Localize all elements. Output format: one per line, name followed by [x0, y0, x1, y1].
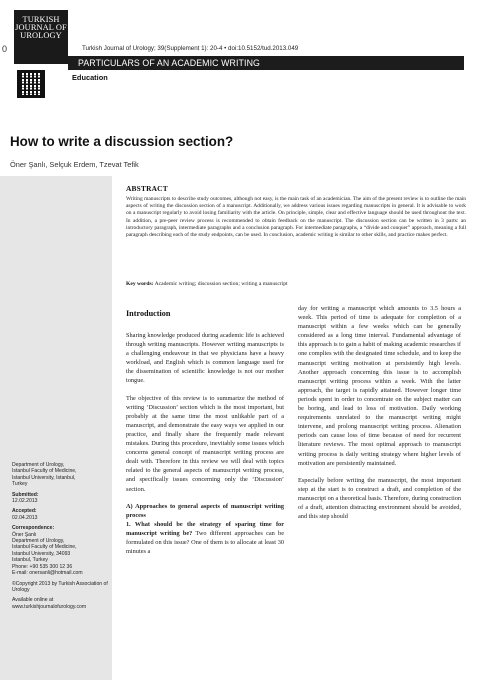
correspondence-line: Department of Urology,	[12, 538, 65, 545]
section-heading: A) Approaches to general aspects of manuscript writing process	[126, 502, 284, 519]
correspondence-line: Istanbul Faculty of Medicine,	[12, 544, 77, 551]
affiliation-line: Turkey	[12, 481, 28, 488]
section-category: Education	[72, 73, 108, 82]
logo-line-3: UROLOGY	[20, 31, 62, 40]
journal-logo	[14, 10, 68, 64]
affiliation-line: Istanbul Faculty of Medicine,	[12, 468, 77, 475]
accepted-label: Accepted:	[12, 508, 37, 515]
correspondence-line: Öner Şanlı	[12, 531, 37, 538]
question-paragraph	[126, 520, 284, 556]
affiliation-line: Istanbul University, Istanbul,	[12, 474, 76, 481]
available-online-label: Available online at	[12, 597, 54, 604]
copyright-notice: ©Copyright 2013 by Turkish Association of Urology	[12, 580, 108, 593]
logo-line-2: JOURNAL OF	[15, 23, 67, 32]
body-column-left	[126, 331, 284, 556]
paragraph: The objective of this review is to summarize the method of writing ‘Discussion’ section which is the most important, but probably at the same time the most unlikable part of a manuscript, and demonstrate the easy ways we applied in our practice, and finally share the frequently made relevant mistakes. During this procedure, inevitably some issues which concerns general concept of manuscript writing process are dealt with. Therefore in this review we will deal with topics related to the general aspects of manuscript writing process, and specifically issues concerning only the ‘Discussion’ section.	[126, 394, 284, 493]
paragraph: Sharing knowledge produced during academic life is achieved through writing manuscripts. However writing manuscripts is a challenging endeavour in that we physicians have a heavy workload, and English which is common language used for the dissemination of scientific knowledge is not our mother tongue.	[126, 332, 284, 385]
paragraph: day for writing a manuscript which amounts to 3.5 hours a week. This period of time is adequate for completion of a manuscript within a few weeks which can be generally considered as a long time interval. Fundamental advantage of this approach is to gain a habit of making academic researches if one complies with the designated time schedule, and to keep the manuscript writing motivation at persistently high levels. Another approach concerning this issue is to accomplish manuscript writing process within a week. With the latter approach, the target is rapidly attained. However longer time periods spent in order to concentrate on the subject matter can be boring, and lead to loss of motivation. Daily working requirements unrelated to the manuscript writing might intervene, and prolong manuscript writing process. Alienation periods can cause loss of time because of need for recurrent literature reviews. The most optimal approach to manuscript writing process is daily writing strategy where higher levels of motivation are persistently maintained.	[298, 305, 461, 467]
introduction-heading: Introduction	[126, 309, 171, 318]
question-text: Two different approaches can be formulated on this issue? One of them is to allocate at least 30 minutes a	[126, 529, 284, 556]
question-heading: 1. What should be the strategy of sparing time for manuscript writing be?	[126, 520, 284, 537]
sidebar-metadata	[12, 462, 108, 610]
article-authors: Öner Şanlı, Selçuk Erdem, Tzevat Tefik	[10, 160, 139, 169]
journal-url-link[interactable]: www.turkishjournalofurology.com	[12, 603, 87, 610]
accepted-date: 02.04.2013	[12, 514, 38, 521]
correspondence-line: Phone: +90 535 300 12 36	[12, 563, 73, 570]
keywords-list: Academic writing; discussion section; writing a manuscript	[154, 281, 288, 287]
logo-line-1: TURKISH	[22, 15, 60, 24]
section-banner: PARTICULARS OF AN ACADEMIC WRITING	[68, 56, 464, 70]
qr-code-icon[interactable]	[17, 70, 45, 98]
abstract-heading: ABSTRACT	[126, 184, 168, 193]
abstract-text: Writing manuscripts to describe study outcomes, although not easy, is the main task of an academician. The aim of the present review is to outline the main aspects of writing the discussion section of a manuscript. Additionally, we address various issues regarding manuscripts in general. It is advisable to work on a manuscript regularly to avoid losing familiarity with the article. On principle, simple, clear and effective language should be used throughout the text. In addition, a pre-peer review process is recommended to obtain feedback on the manuscript. The discussion section can be written in 3 parts: an introductory paragraph, intermediate paragraphs and a conclusion paragraph. For intermediate paragraphs, a “divide and conquer” approach, meaning a full paragraph describing each of the study endpoints, can be used. In conclusion, academic writing is similar to other skills, and practice makes perfect.	[126, 196, 466, 239]
body-column-right	[298, 304, 461, 529]
article-title: How to write a discussion section?	[10, 134, 234, 149]
correspondence-label: Correspondence:	[12, 525, 55, 532]
journal-header	[14, 10, 464, 90]
affiliation-line: Department of Urology,	[12, 462, 65, 468]
page-margin-marker: 0	[2, 44, 8, 54]
submitted-label: Submitted:	[12, 491, 39, 498]
keywords	[126, 281, 466, 287]
paragraph: Especially before writing the manuscript, the most important step at the start is to construct a draft, and completion of the manuscript on a theoretical basis. Therefore, during construction of a draft, attention distracting environment should be avoided, and this step should	[298, 476, 461, 521]
correspondence-line: Istanbul, Turkey	[12, 557, 48, 564]
submitted-date: 12.02.2013	[12, 498, 38, 505]
correspondence-email[interactable]: E-mail: onersanli@hotmail.com	[12, 570, 83, 577]
journal-citation: Turkish Journal of Urology; 39(Supplement 1): 20-4 • doi:10.5152/tud.2013.049	[82, 45, 299, 52]
correspondence-line: Istanbul University, 34093	[12, 550, 71, 557]
keywords-label: Key words:	[126, 281, 154, 287]
